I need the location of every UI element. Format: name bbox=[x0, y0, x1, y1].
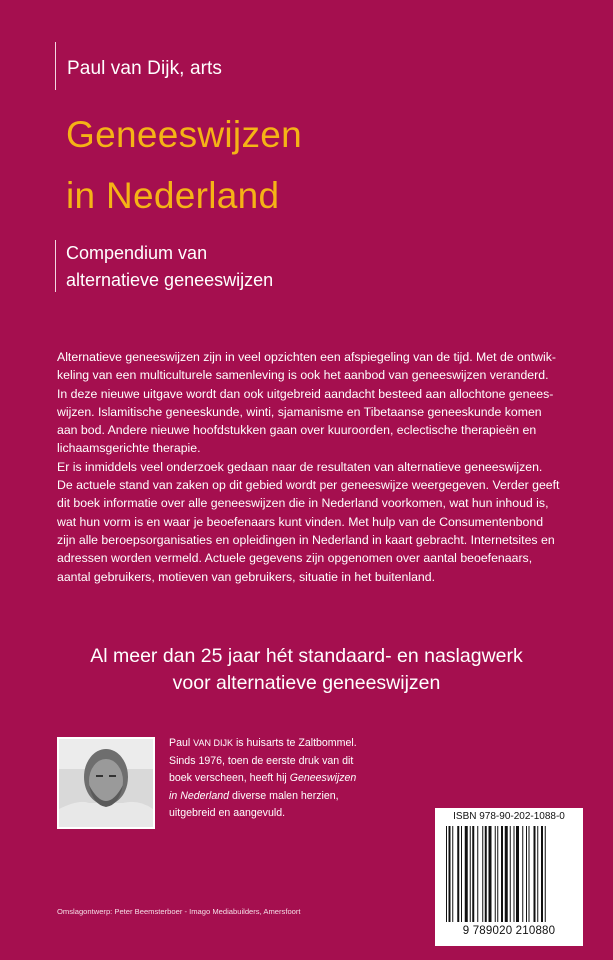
blurb-line: aan bod. Andere nieuwe hoofdstukken gaan over kuuroorden, eclectische therapieën en bbox=[57, 423, 537, 438]
bio-line-4-rest: diverse malen herzien, bbox=[229, 789, 339, 802]
bio-line-4 bbox=[169, 788, 409, 806]
book-title-line-1: Geneeswijzen bbox=[66, 114, 303, 155]
barcode-bar bbox=[472, 826, 474, 922]
barcode-bar bbox=[446, 826, 447, 922]
blurb-line: wat hun vorm is en waar je beoefenaars kunt vinden. Met hulp van de Consumentenbond bbox=[57, 514, 544, 529]
isbn-digits: 9 789020 210880 bbox=[462, 925, 556, 937]
blurb-line: keling van een multiculturele samenleving is ook het aanbod van geneeswijzen veranderd. bbox=[57, 368, 549, 383]
blurb-line: adressen worden vermeld. Actuele gegevens zijn opgenomen over aantal beoefenaars, bbox=[57, 551, 533, 566]
author-photo bbox=[57, 737, 155, 829]
barcode-bar bbox=[449, 826, 451, 922]
barcode-bar bbox=[495, 826, 496, 922]
tagline-line-2: voor alternatieve geneeswijzen bbox=[172, 672, 441, 694]
book-title bbox=[66, 104, 302, 226]
barcode-bar bbox=[537, 826, 538, 922]
barcode-bar bbox=[501, 826, 503, 922]
subtitle-line-1: Compendium van bbox=[66, 243, 208, 263]
barcode-bar bbox=[452, 826, 453, 922]
blurb-line: dit boek informatie over alle geneeswijzen die in Nederland voorkomen, wat hun inhoud is, bbox=[57, 496, 549, 511]
barcode-bar bbox=[516, 826, 519, 922]
bio-line-1-rest: is huisarts te Zaltbommel. bbox=[233, 737, 357, 749]
subtitle-line-2: alternatieve geneeswijzen bbox=[66, 270, 274, 290]
barcode-bar bbox=[510, 826, 511, 922]
subtitle-rule bbox=[55, 240, 56, 292]
bio-line-5: uitgebreid en aangevuld. bbox=[169, 807, 286, 819]
barcode-bar bbox=[526, 826, 527, 922]
isbn-label: ISBN 978-90-202-1088-0 bbox=[453, 811, 565, 822]
barcode-bar bbox=[457, 826, 459, 922]
barcode-bar bbox=[461, 826, 462, 922]
bio-book-title-a: Geneeswijzen bbox=[289, 772, 357, 784]
author-bio bbox=[169, 735, 409, 823]
barcode-bar bbox=[497, 826, 498, 922]
author-rule bbox=[55, 42, 62, 90]
barcode-icon bbox=[444, 826, 574, 924]
blurb-line: zijn alle beroepsorganisaties en opleidingen in Nederland in kaart gebracht. Internetsites en bbox=[57, 532, 555, 547]
book-subtitle bbox=[66, 240, 273, 294]
bio-line-3 bbox=[169, 770, 409, 788]
barcode-bar bbox=[534, 826, 536, 922]
barcode-bar bbox=[545, 826, 546, 922]
blurb-line: lichaamsgerichte therapie. bbox=[57, 441, 201, 456]
bio-book-title-b: in Nederland bbox=[169, 789, 230, 802]
book-title-line-2: in Nederland bbox=[66, 175, 280, 216]
barcode-bar bbox=[529, 826, 530, 922]
bio-line-3-pre: boek verscheen, heeft hij bbox=[169, 772, 290, 784]
author-portrait-image bbox=[59, 739, 153, 827]
barcode-bar bbox=[477, 826, 478, 922]
bio-name-caps: VAN DIJK bbox=[193, 738, 233, 748]
barcode-bar bbox=[541, 826, 543, 922]
blurb-line: Alternatieve geneeswijzen zijn in veel opzichten een afspiegeling van de tijd. Met de ontwik- bbox=[57, 350, 557, 364]
isbn-barcode-box bbox=[435, 808, 583, 946]
author-name: Paul van Dijk, arts bbox=[67, 58, 223, 79]
barcode-bar bbox=[482, 826, 483, 922]
barcode-bar bbox=[514, 826, 515, 922]
barcode-bar bbox=[485, 826, 487, 922]
bio-line-1 bbox=[169, 735, 409, 753]
barcode-bar bbox=[505, 826, 508, 922]
barcode-bar bbox=[470, 826, 471, 922]
barcode-bar bbox=[489, 826, 492, 922]
barcode-bar bbox=[522, 826, 523, 922]
blurb-line: In deze nieuwe uitgave wordt dan ook uitgebreid aandacht besteed aan allochtone genees- bbox=[57, 386, 554, 401]
bio-name-first: Paul bbox=[169, 737, 194, 749]
blurb-line: De actuele stand van zaken op dit gebied wordt per geneeswijze weergegeven. Verder geeft bbox=[57, 478, 560, 493]
tagline-line-1: Al meer dan 25 jaar hét standaard- en naslagwerk bbox=[90, 645, 523, 667]
blurb-line: aantal gebruikers, motieven van gebruikers, situatie in het buitenland. bbox=[57, 569, 436, 584]
blurb-line: wijzen. Islamitische geneeskunde, winti, sjamanisme en Tibetaanse geneeskunde komen bbox=[57, 404, 542, 419]
bio-line-2: Sinds 1976, toen de eerste druk van dit bbox=[169, 754, 354, 767]
blurb bbox=[57, 348, 579, 586]
blurb-line: Er is inmiddels veel onderzoek gedaan naar de resultaten van alternatieve geneeswijzen. bbox=[57, 459, 543, 474]
cover-credits: Omslagontwerp: Peter Beemsterboer - Imago Mediabuilders, Amersfoort bbox=[57, 907, 301, 916]
barcode-bar bbox=[465, 826, 468, 922]
tagline bbox=[0, 643, 613, 697]
